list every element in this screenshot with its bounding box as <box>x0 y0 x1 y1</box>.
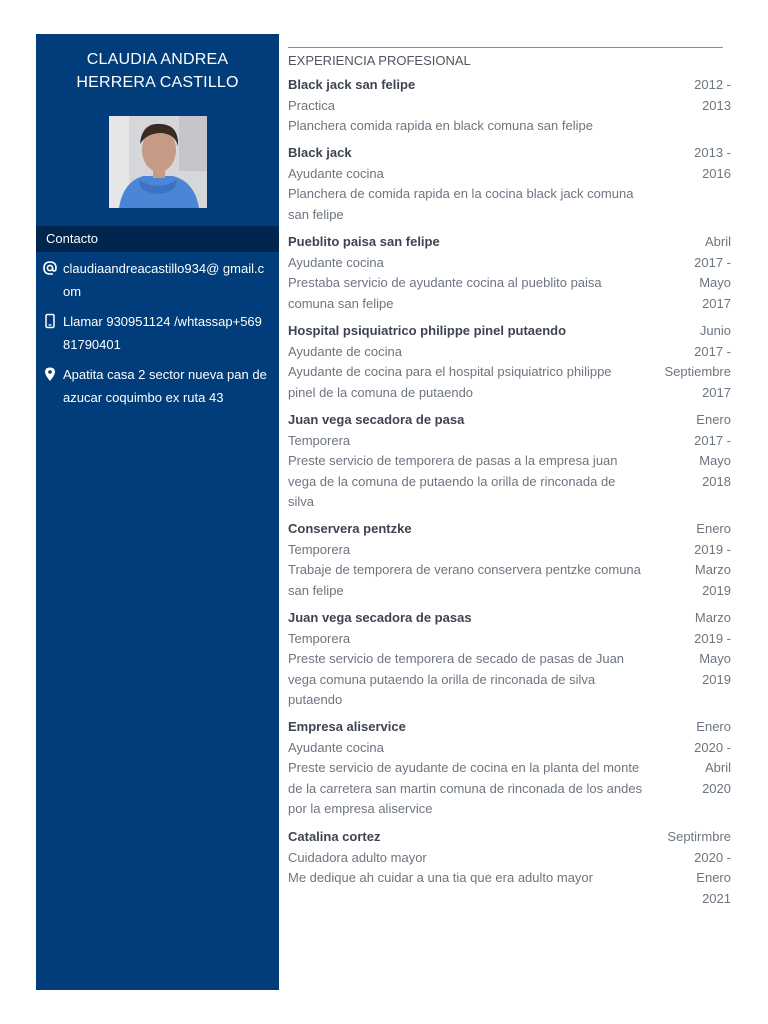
candidate-name <box>36 48 279 94</box>
experience-description-line: san felipe <box>288 206 344 222</box>
experience-date-line: Abril <box>704 760 731 775</box>
experience-dates <box>651 827 731 909</box>
experience-details <box>288 143 663 225</box>
experience-dates <box>651 321 731 403</box>
experience-details <box>288 608 663 711</box>
experience-date-line: Mayo <box>699 453 731 468</box>
experience-date-line: 2017 - <box>694 343 731 359</box>
experience-date-line: 2021 <box>702 890 731 906</box>
experience-details <box>288 232 663 314</box>
sidebar <box>36 34 279 990</box>
section-title: EXPERIENCIA PROFESIONAL <box>288 53 471 68</box>
experience-date-line: Septiembre <box>664 364 731 379</box>
experience-role: Ayudante cocina <box>288 254 384 270</box>
experience-description-line: putaendo <box>288 692 343 707</box>
experience-date-line: Septirmbre <box>667 829 731 844</box>
experience-date-line: Mayo <box>699 275 731 290</box>
experience-company: Juan vega secadora de pasa <box>288 412 465 427</box>
experience-description-line: por la empresa aliservice <box>288 801 433 816</box>
experience-description-line: Prestaba servicio de ayudante cocina al pueblito paisa <box>288 275 602 290</box>
experience-company: Hospital psiquiatrico philippe pinel putaendo <box>288 323 567 338</box>
contact-address-line-2: azucar coquimbo ex ruta 43 <box>63 390 224 405</box>
experience-details <box>288 827 663 889</box>
profile-photo-illustration <box>109 116 207 208</box>
section-divider <box>288 47 723 48</box>
experience-dates <box>651 608 731 690</box>
profile-photo <box>109 116 207 208</box>
experience-description-line: de la carretera san martin comuna de rinconada de los andes <box>288 780 643 796</box>
at-icon <box>42 260 58 276</box>
experience-description-line: Trabaje de temporera de verano conservera pentzke comuna <box>288 562 641 577</box>
name-line-1: CLAUDIA ANDREA <box>86 51 229 68</box>
experience-role: Ayudante cocina <box>288 165 384 181</box>
experience-description-line: pinel de la comuna de putaendo <box>288 384 474 400</box>
experience-details <box>288 321 663 403</box>
experience-role: Practica <box>288 97 335 113</box>
experience-role: Ayudante cocina <box>288 739 384 755</box>
contact-email-line-1: claudiaandreacastillo934@ gmail.c <box>63 261 265 276</box>
experience-role: Temporera <box>288 630 351 646</box>
experience-dates <box>651 410 731 492</box>
experience-dates <box>651 143 731 184</box>
experience-details <box>288 75 663 137</box>
experience-date-line: 2018 <box>702 473 731 489</box>
experience-date-line: 2020 <box>702 780 731 796</box>
experience-date-line: Enero <box>696 719 731 734</box>
experience-date-line: 2019 - <box>694 541 731 557</box>
experience-description-line: Planchera comida rapida en black comuna san felipe <box>288 118 593 133</box>
experience-details <box>288 519 663 601</box>
experience-description-line: san felipe <box>288 582 344 598</box>
experience-date-line: Abril <box>704 234 731 249</box>
experience-company: Black jack san felipe <box>288 77 416 92</box>
experience-description-line: Me dedique ah cuidar a una tia que era adulto mayor <box>288 870 593 885</box>
experience-date-line: 2017 <box>702 295 731 311</box>
experience-company: Catalina cortez <box>288 829 381 844</box>
experience-description-line: silva <box>288 494 315 509</box>
experience-date-line: 2016 <box>702 165 731 181</box>
contact-email-line-2: om <box>63 284 82 299</box>
experience-date-line: 2013 - <box>694 145 731 160</box>
experience-dates <box>651 232 731 314</box>
location-pin-icon <box>42 366 58 382</box>
experience-role: Cuidadora adulto mayor <box>288 849 427 865</box>
experience-date-line: Enero <box>696 521 731 536</box>
experience-date-line: 2013 <box>702 97 731 113</box>
experience-date-line: Marzo <box>694 562 731 577</box>
experience-date-line: Junio <box>699 323 731 338</box>
experience-role: Ayudante de cocina <box>288 343 402 359</box>
experience-dates <box>651 519 731 601</box>
experience-description-line: Preste servicio de ayudante de cocina en la planta del monte <box>288 760 640 775</box>
contact-address-line-1: Apatita casa 2 sector nueva pan de <box>63 367 267 382</box>
experience-date-line: Mayo <box>699 651 731 666</box>
contact-email-text[interactable] <box>63 257 277 303</box>
contact-phone-line-1: Llamar 930951124 /whtassap+569 <box>63 314 262 329</box>
experience-description-line: vega comuna putaendo la orilla de rinconada de silva <box>288 671 596 687</box>
experience-company: Juan vega secadora de pasas <box>288 610 472 625</box>
experience-description-line: vega de la comuna de putaendo la orilla de rinconada de <box>288 473 616 489</box>
experience-description-line: comuna san felipe <box>288 295 394 311</box>
experience-description-line: Preste servicio de temporera de pasas a la empresa juan <box>288 453 618 468</box>
experience-date-line: 2019 <box>702 582 731 598</box>
experience-description-line: Preste servicio de temporera de secado de pasas de Juan <box>288 651 625 666</box>
experience-dates <box>651 717 731 799</box>
contact-phone-line-2: 81790401 <box>63 337 121 352</box>
experience-details <box>288 410 663 513</box>
experience-date-line: 2017 <box>702 384 731 400</box>
experience-company: Pueblito paisa san felipe <box>288 234 440 249</box>
experience-company: Black jack <box>288 145 352 160</box>
experience-date-line: 2020 - <box>694 849 731 865</box>
experience-date-line: Enero <box>696 870 731 885</box>
experience-date-line: 2017 - <box>694 432 731 448</box>
experience-details <box>288 717 663 820</box>
experience-role: Temporera <box>288 432 351 448</box>
experience-role: Temporera <box>288 541 351 557</box>
experience-date-line: 2012 - <box>694 77 731 92</box>
contact-address-text <box>63 363 277 409</box>
contact-header: Contacto <box>36 226 279 252</box>
experience-description-line: Planchera de comida rapida en la cocina black jack comuna <box>288 186 634 201</box>
experience-date-line: Marzo <box>694 610 731 625</box>
experience-date-line: 2020 - <box>694 739 731 755</box>
experience-date-line: 2019 <box>702 671 731 687</box>
experience-company: Conservera pentzke <box>288 521 412 536</box>
phone-icon <box>42 313 58 329</box>
experience-date-line: 2017 - <box>694 254 731 270</box>
contact-phone-text[interactable] <box>63 310 277 356</box>
experience-date-line: Enero <box>696 412 731 427</box>
experience-company: Empresa aliservice <box>288 719 406 734</box>
experience-description-line: Ayudante de cocina para el hospital psiquiatrico philippe <box>288 364 612 379</box>
experience-date-line: 2019 - <box>694 630 731 646</box>
name-line-2: HERRERA CASTILLO <box>76 74 239 91</box>
experience-dates <box>651 75 731 116</box>
